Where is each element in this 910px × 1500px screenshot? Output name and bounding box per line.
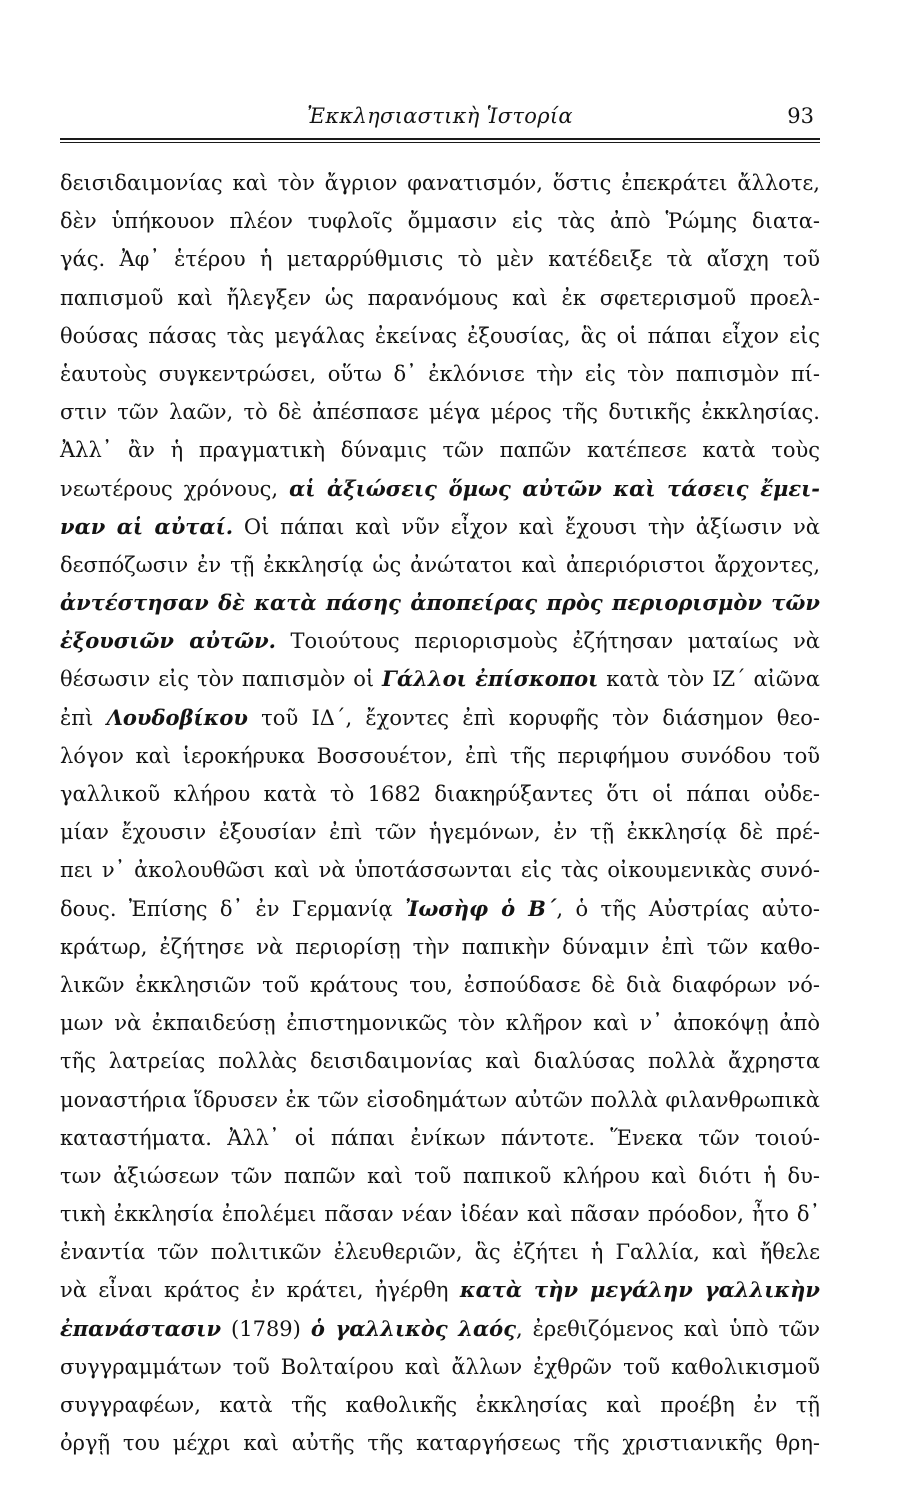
line-text: τοῦ ΙΔ´, ἔχοντες ἐπὶ κορυφῆς τὸν διάσημον θεο- <box>247 705 821 730</box>
line-text: ὀργῇ του μέχρι καὶ αὐτῆς τῆς καταργήσεως τῆς χριστιανικῆς θρη- <box>60 1431 820 1456</box>
body-text <box>60 164 820 1462</box>
line-text: τικὴ ἐκκλησία ἐπολέμει πᾶσαν νέαν ἰδέαν καὶ πᾶσαν πρόοδον, ἦτο δ᾽ <box>60 1202 820 1227</box>
line-text: λικῶν ἐκκλησιῶν τοῦ κράτους του, ἐσπούδασε δὲ διὰ διαφόρων νό- <box>60 972 820 997</box>
text-line <box>60 1424 820 1462</box>
emphasis-text: ἐξουσιῶν αὐτῶν. <box>60 628 276 654</box>
line-text: πει ν᾽ ἀκολουθῶσι καὶ νὰ ὑποτάσσωνται εἰς τὰς οἰκουμενικὰς συνό- <box>60 858 820 883</box>
emphasis-text: ὁ γαλλικὸς λαός <box>310 1315 516 1341</box>
line-text: δους. Ἐπίσης δ᾽ ἐν Γερμανίᾳ <box>60 896 406 921</box>
text-line <box>60 546 820 584</box>
line-text: δεισιδαιμονίας καὶ τὸν ἄγριον φανατισμόν, ὅστις ἐπεκράτει ἄλλοτε, <box>60 171 820 195</box>
text-line <box>60 1004 820 1042</box>
text-line <box>60 508 820 546</box>
text-line <box>60 1157 820 1195</box>
line-text: θέσωσιν εἰς τὸν παπισμὸν οἱ <box>60 667 383 692</box>
line-text: κράτωρ, ἐζήτησε νὰ περιορίσῃ τὴν παπικὴν δύναμιν ἐπὶ τῶν καθο- <box>60 934 820 959</box>
emphasis-text: Γάλλοι ἐπίσκοποι <box>382 666 599 692</box>
text-line <box>60 317 820 355</box>
line-text: Ἀλλ᾽ ἂν ἡ πραγματικὴ δύναμις τῶν παπῶν κατέπεσε κατὰ τοὺς <box>60 438 820 463</box>
text-line <box>60 355 820 393</box>
line-text: Οἱ πάπαι καὶ νῦν εἶχον καὶ ἔχουσι τὴν ἀξίωσιν νὰ <box>233 514 820 539</box>
line-text: ἐπὶ <box>60 705 107 730</box>
text-line <box>60 851 820 889</box>
text-line <box>60 928 820 966</box>
line-text: συγγραφέων, κατὰ τῆς καθολικῆς ἐκκλησίας καὶ προέβη ἐν τῇ <box>60 1393 820 1417</box>
text-line <box>60 660 820 698</box>
text-line <box>60 775 820 813</box>
text-line <box>60 813 820 851</box>
line-text: ἑαυτοὺς συγκεντρώσει, οὕτω δ᾽ ἐκλόνισε τὴν εἰς τὸν παπισμὸν πί- <box>60 361 820 386</box>
text-line <box>60 737 820 775</box>
line-text: στιν τῶν λαῶν, τὸ δὲ ἀπέσπασε μέγα μέρος τῆς δυτικῆς ἐκκλησίας. <box>60 400 820 425</box>
text-line <box>60 240 820 278</box>
line-text: θούσας πάσας τὰς μεγάλας ἐκείνας ἐξουσίας, ἃς οἱ πάπαι εἶχον εἰς <box>60 323 820 348</box>
text-line <box>60 1081 820 1119</box>
line-text: λόγον καὶ ἱεροκήρυκα Βοσσουέτον, ἐπὶ τῆς περιφήμου συνόδου τοῦ <box>60 743 820 768</box>
line-text: μίαν ἔχουσιν ἐξουσίαν ἐπὶ τῶν ἡγεμόνων, ἐν τῇ ἐκκλησίᾳ δὲ πρέ- <box>60 820 820 845</box>
line-text: , ὁ τῆς Αὐστρίας αὐτο- <box>556 896 820 921</box>
text-line <box>60 202 820 240</box>
text-line <box>60 431 820 469</box>
line-text: γαλλικοῦ κλήρου κατὰ τὸ 1682 διακηρύξαντες ὅτι οἱ πάπαι οὐδε- <box>60 782 820 806</box>
text-line <box>60 470 820 508</box>
text-line <box>60 622 820 660</box>
line-text: γάς. Ἀφ᾽ ἑτέρου ἡ μεταρρύθμισις τὸ μὲν κατέδειξε τὰ αἴσχη τοῦ <box>60 247 820 272</box>
emphasis-text: Ἰωσὴφ ὁ Β´ <box>405 895 557 921</box>
line-text: μοναστήρια ἵδρυσεν ἐκ τῶν εἰσοδημάτων αὐτῶν πολλὰ φιλανθρωπικὰ <box>60 1087 820 1112</box>
running-title: Ἐκκλησιαστικὴ Ἱστορία <box>307 104 573 128</box>
page-number: 93 <box>787 104 814 128</box>
line-text: ἐναντία τῶν πολιτικῶν ἐλευθεριῶν, ἃς ἐζήτει ἡ Γαλλία, καὶ ἤθελε <box>60 1240 820 1265</box>
line-text: νεωτέρους χρόνους, <box>60 476 290 501</box>
emphasis-text: ἐπανάστασιν <box>60 1315 222 1341</box>
text-line <box>60 393 820 431</box>
text-line <box>60 164 820 202</box>
text-line <box>60 1310 820 1348</box>
text-line <box>60 1386 820 1424</box>
text-line <box>60 699 820 737</box>
text-line <box>60 584 820 622</box>
emphasis-text: αἱ ἀξιώσεις ὅμως αὐτῶν καὶ τάσεις ἔμει- <box>289 475 820 501</box>
text-line <box>60 1119 820 1157</box>
line-text: (1789) <box>221 1316 311 1341</box>
text-line <box>60 1348 820 1386</box>
page-header <box>60 96 820 142</box>
emphasis-text: ἀντέστησαν δὲ κατὰ πάσης ἀποπείρας πρὸς περιορισμὸν τῶν <box>60 590 820 616</box>
text-line <box>60 1195 820 1233</box>
line-text: Τοιούτους περιορισμοὺς ἐζήτησαν ματαίως νὰ <box>275 629 820 654</box>
text-line <box>60 279 820 317</box>
line-text: νὰ εἶναι κράτος ἐν κράτει, ἠγέρθη <box>60 1278 460 1303</box>
line-text: μων νὰ ἐκπαιδεύσῃ ἐπιστημονικῶς τὸν κλῆρον καὶ ν᾽ ἀποκόψῃ ἀπὸ <box>60 1011 820 1036</box>
line-text: παπισμοῦ καὶ ἤλεγξεν ὡς παρανόμους καὶ ἐκ σφετερισμοῦ προελ- <box>60 285 820 310</box>
text-line <box>60 1233 820 1271</box>
line-text: συγγραμμάτων τοῦ Βολταίρου καὶ ἄλλων ἐχθρῶν τοῦ καθολικισμοῦ <box>60 1354 820 1379</box>
line-text: καταστήματα. Ἀλλ᾽ οἱ πάπαι ἐνίκων πάντοτε. Ἕνεκα τῶν τοιού- <box>60 1125 820 1150</box>
emphasis-text: Λουδοβίκου <box>106 704 248 730</box>
line-text: τῆς λατρείας πολλὰς δεισιδαιμονίας καὶ διαλύσας πολλὰ ἄχρηστα <box>60 1049 820 1074</box>
text-line <box>60 1042 820 1080</box>
text-line <box>60 890 820 928</box>
line-text: κατὰ τὸν ΙΖ´ αἰῶνα <box>598 667 820 692</box>
line-text: δὲν ὑπήκουον πλέον τυφλοῖς ὄμμασιν εἰς τὰς ἀπὸ Ῥώμης διατα- <box>60 209 820 234</box>
header-rule-thin <box>60 142 820 143</box>
emphasis-text: κατὰ τὴν μεγάλην γαλλικὴν <box>459 1277 820 1303</box>
line-text: των ἀξιώσεων τῶν παπῶν καὶ τοῦ παπικοῦ κλήρου καὶ διότι ἡ δυ- <box>60 1163 820 1188</box>
header-rule <box>60 138 820 140</box>
line-text: δεσπόζωσιν ἐν τῇ ἐκκλησίᾳ ὡς ἀνώτατοι καὶ ἀπεριόριστοι ἄρχοντες, <box>60 552 820 577</box>
text-line <box>60 966 820 1004</box>
emphasis-text: ναν αἱ αὐταί. <box>60 513 234 539</box>
text-line <box>60 1271 820 1309</box>
line-text: , ἐρεθιζόμενος καὶ ὑπὸ τῶν <box>515 1316 820 1341</box>
